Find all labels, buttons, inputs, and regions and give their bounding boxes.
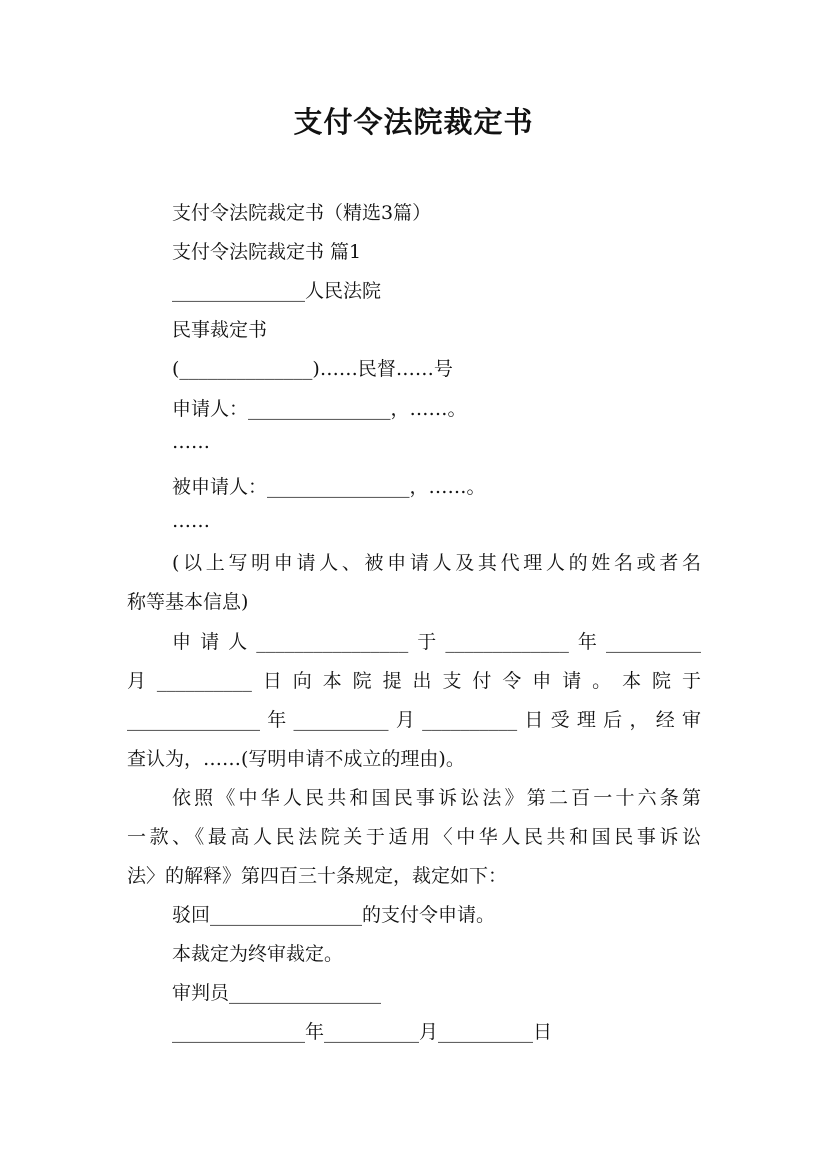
ruling-type-line: 民事裁定书 [172, 319, 268, 341]
paragraph-line: ______________年__________月__________日受理后，经审 [127, 709, 701, 731]
judge-line: 审判员________________ [172, 982, 382, 1004]
applicant-line: 申请人：_______________，……。 [172, 398, 467, 420]
paragraph-line: 申请人________________于_____________年__________ [172, 631, 701, 653]
paragraph-line: 一款、《最高人民法院关于适用〈中华人民共和国民事诉讼 [127, 826, 701, 848]
date-line: ______________年__________月__________日 [172, 1021, 553, 1043]
paragraph-line: 法〉的解释》第四百三十条规定，裁定如下： [127, 865, 508, 887]
ellipsis-line: …… [172, 510, 210, 532]
ruling-line: 驳回________________的支付令申请。 [172, 904, 496, 926]
paragraph-line: (以上写明申请人、被申请人及其代理人的姓名或者名 [172, 552, 701, 574]
paragraph-line: 月__________日向本院提出支付令申请。本院于 [127, 670, 701, 692]
ellipsis-line: …… [172, 431, 210, 453]
section-heading-line: 支付令法院裁定书 篇1 [172, 241, 362, 263]
paragraph-line: 查认为，……(写明申请不成立的理由)。 [127, 748, 465, 770]
paragraph-line: 称等基本信息) [127, 591, 249, 613]
respondent-line: 被申请人：_______________，……。 [172, 476, 486, 498]
case-number-line: (______________)……民督……号 [172, 358, 453, 380]
court-name-line: ______________人民法院 [172, 280, 382, 302]
final-ruling-line: 本裁定为终审裁定。 [172, 943, 344, 965]
doc-heading-line: 支付令法院裁定书（精选3篇） [172, 202, 432, 224]
paragraph-line: 依照《中华人民共和国民事诉讼法》第二百一十六条第 [172, 787, 701, 809]
document-title: 支付令法院裁定书 [293, 105, 534, 139]
